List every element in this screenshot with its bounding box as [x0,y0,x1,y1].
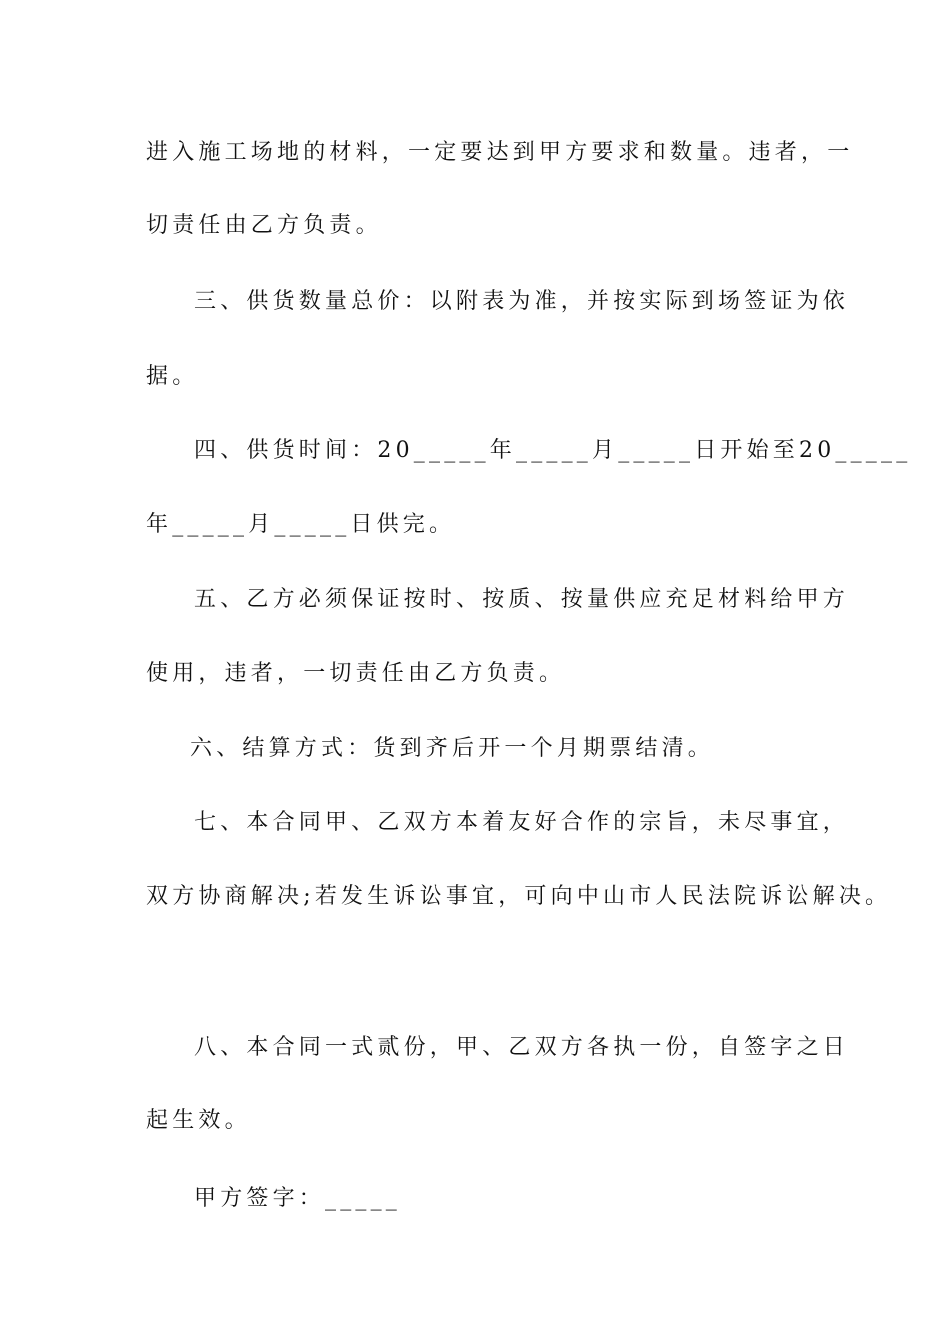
clause-6-line-1: 六、结算方式：货到齐后开一个月期票结清。 [190,736,715,761]
clause-5-line-2: 使用，违者，一切责任由乙方负责。 [146,661,566,686]
clause-3-line-1: 三、供货数量总价：以附表为准，并按实际到场签证为依 [194,289,850,314]
clause-5-line-1: 五、乙方必须保证按时、按质、按量供应充足材料给甲方 [194,587,850,612]
clause-7-line-2: 双方协商解决;若发生诉讼事宜，可向中山市人民法院诉讼解决。 [146,884,892,909]
clause-8-line-2: 起生效。 [146,1108,251,1133]
paragraph-2-line-2: 切责任由乙方负责。 [146,213,382,238]
clause-3-line-2: 据。 [146,364,199,389]
clause-8-line-1: 八、本合同一式贰份，甲、乙双方各执一份，自签字之日 [194,1035,850,1060]
paragraph-2-line-1: 进入施工场地的材料，一定要达到甲方要求和数量。违者，一 [146,140,854,165]
party-a-signature-line: 甲方签字：_____ [194,1186,402,1211]
clause-4-line-1: 四、供货时间：20_____年_____月_____日开始至20_____ [194,438,912,463]
clause-4-line-2: 年_____月_____日供完。 [146,512,456,537]
clause-7-line-1: 七、本合同甲、乙双方本着友好合作的宗旨，未尽事宜， [194,810,850,835]
